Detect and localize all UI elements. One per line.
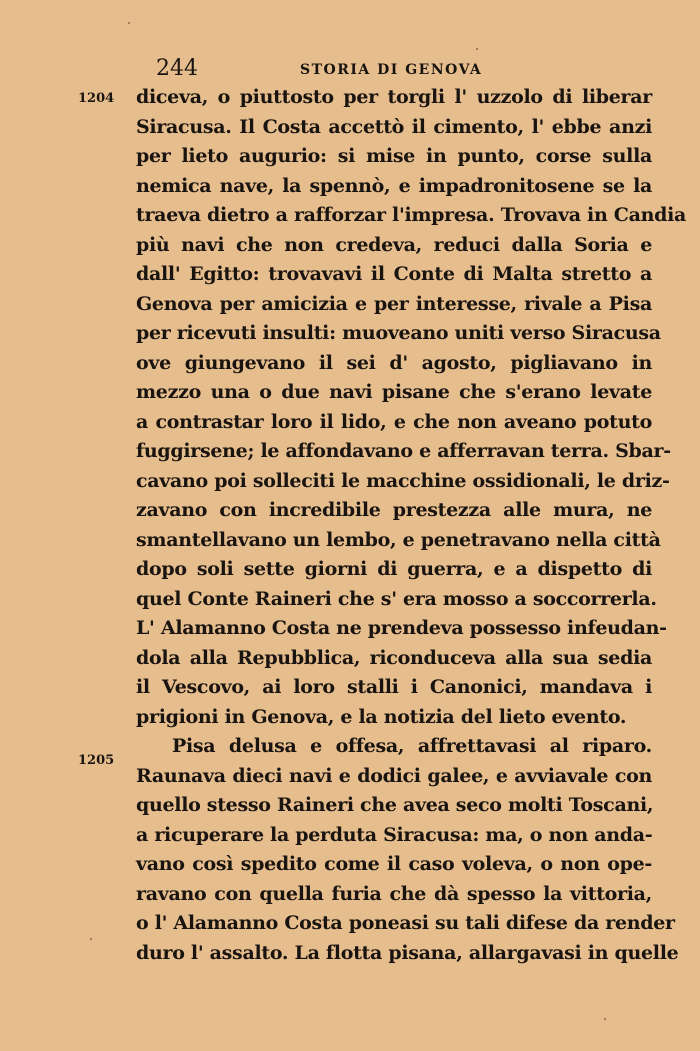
- paper-speck: [476, 48, 478, 50]
- text-line: vano così spedito come il caso voleva, o non ope-: [136, 853, 652, 875]
- text-line: zavano con incredibile prestezza alle mura, ne: [136, 499, 652, 521]
- text-line: cavano poi solleciti le macchine ossidionali, le driz-: [136, 469, 670, 492]
- text-line: il Vescovo, ai loro stalli i Canonici, mandava i: [136, 676, 652, 698]
- text-line: dopo soli sette giorni di guerra, e a dispetto di: [136, 558, 652, 580]
- text-line: più navi che non credeva, reduci dalla Soria e: [136, 233, 652, 256]
- page-header: [0, 56, 700, 86]
- text-line: duro l' assalto. La flotta pisana, allargavasi in quelle: [136, 941, 679, 964]
- paper-speck: [128, 22, 130, 24]
- text-line: Siracusa. Il Costa accettò il cimento, l' ebbe anzi: [136, 115, 652, 138]
- text-line: a ricuperare la perduta Siracusa: ma, o non anda-: [136, 823, 653, 846]
- text-line: traeva dietro a rafforzar l'impresa. Trovava in Candia: [136, 204, 687, 226]
- paper-speck: [604, 1018, 606, 1020]
- text-line: Pisa delusa e offesa, affrettavasi al riparo.: [172, 735, 652, 757]
- text-line: ove giungevano il sei d' agosto, pigliavano in: [136, 351, 652, 374]
- text-line: Raunava dieci navi e dodici galee, e avviavale con: [136, 764, 652, 787]
- margin-year-1205: 1205: [78, 753, 115, 768]
- text-line: fuggirsene; le affondavano e afferravan terra. Sbar-: [136, 440, 671, 462]
- margin-year-1204: 1204: [78, 91, 115, 106]
- text-line: L' Alamanno Costa ne prendeva possesso infeudan-: [136, 617, 667, 639]
- paper-speck: [90, 938, 92, 940]
- text-line: smantellavano un lembo, e penetravano nella città: [136, 528, 661, 551]
- text-line: quello stesso Raineri che avea seco molti Toscani,: [136, 794, 654, 816]
- text-line: dall' Egitto: trovavavi il Conte di Malta stretto a: [136, 263, 652, 285]
- text-line: per lieto augurio: si mise in punto, corse sulla: [136, 145, 652, 167]
- running-head: STORIA DI GENOVA: [300, 62, 483, 78]
- text-line: diceva, o piuttosto per torgli l' uzzolo di liberar: [136, 86, 652, 108]
- text-line: mezzo una o due navi pisane che s'erano levate: [136, 381, 652, 403]
- text-line: quel Conte Raineri che s' era mosso a soccorrerla.: [136, 587, 657, 610]
- text-line: ravano con quella furia che dà spesso la vittoria,: [136, 882, 652, 905]
- page-number: 244: [156, 56, 198, 81]
- text-line: a contrastar loro il lido, e che non aveano potuto: [136, 410, 652, 433]
- text-line: per ricevuti insulti: muoveano uniti verso Siracusa: [136, 322, 661, 344]
- text-line: prigioni in Genova, e la notizia del lieto evento.: [136, 705, 627, 728]
- text-line: dola alla Repubblica, riconduceva alla sua sedia: [136, 646, 652, 669]
- text-line: o l' Alamanno Costa poneasi su tali difese da render: [136, 912, 675, 934]
- text-line: Genova per amicizia e per interesse, rivale a Pisa: [136, 292, 652, 315]
- body-text: [136, 83, 687, 968]
- text-line: nemica nave, la spennò, e impadronitosene se la: [136, 174, 652, 197]
